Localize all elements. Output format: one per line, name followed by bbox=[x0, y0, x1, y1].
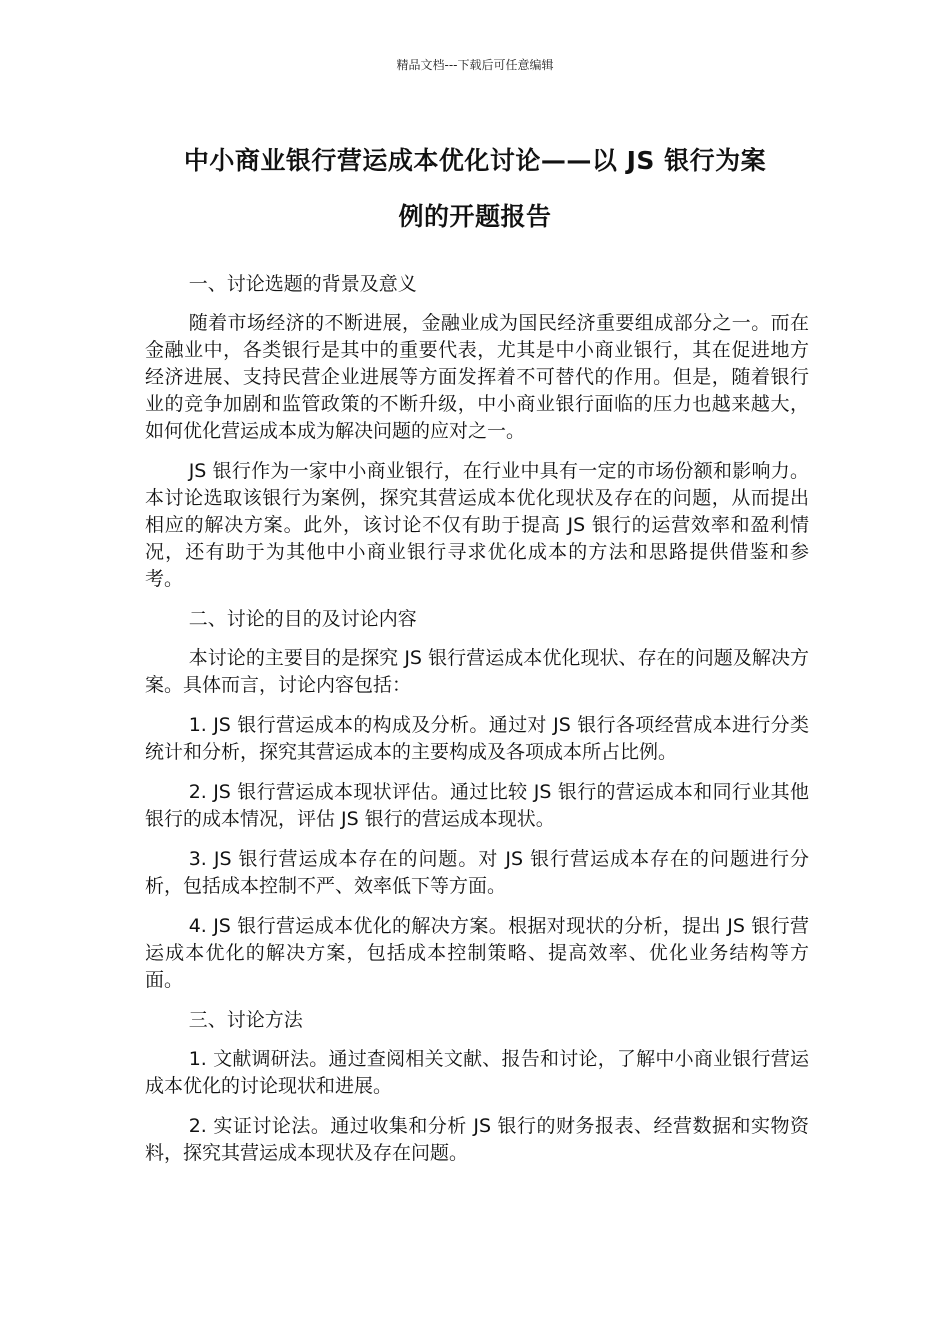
list-item-content-1: 1. JS 银行营运成本的构成及分析。通过对 JS 银行各项经营成本进行分类统计和分析，探究其营运成本的主要构成及各项成本所占比例。 bbox=[145, 714, 809, 763]
title-line-1: 中小商业银行营运成本优化讨论——以 JS 银行为案 bbox=[183, 146, 767, 175]
section-heading-purpose: 二、讨论的目的及讨论内容 bbox=[188, 608, 417, 630]
paragraph-purpose-intro: 本讨论的主要目的是探究 JS 银行营运成本优化现状、存在的问题及解决方案。具体而言，讨论内容包括： bbox=[145, 647, 809, 696]
section-heading-background: 一、讨论选题的背景及意义 bbox=[188, 273, 417, 295]
paragraph-background-2: JS 银行作为一家中小商业银行，在行业中具有一定的市场份额和影响力。本讨论选取该银行为案例，探究其营运成本优化现状及存在的问题，从而提出相应的解决方案。此外，该讨论不仅有助于提高 JS 银行的运营效率和盈利情况，还有助于为其他中小商业银行寻求优化成本的方法和思路提供借鉴和参考。 bbox=[145, 460, 809, 590]
document-body bbox=[145, 271, 809, 1180]
title-line-2: 例的开题报告 bbox=[398, 202, 552, 231]
list-item-content-4: 4. JS 银行营运成本优化的解决方案。根据对现状的分析，提出 JS 银行营运成本优化的解决方案，包括成本控制策略、提高效率、优化业务结构等方面。 bbox=[145, 915, 809, 991]
list-item-method-2: 2. 实证讨论法。通过收集和分析 JS 银行的财务报表、经营数据和实物资料，探究其营运成本现状及存在问题。 bbox=[145, 1115, 809, 1164]
list-item-content-2: 2. JS 银行营运成本现状评估。通过比较 JS 银行的营运成本和同行业其他银行的成本情况，评估 JS 银行的营运成本现状。 bbox=[145, 781, 809, 830]
header-watermark: 精品文档---下载后可任意编辑 bbox=[396, 58, 554, 72]
document-title bbox=[140, 133, 810, 245]
list-item-content-3: 3. JS 银行营运成本存在的问题。对 JS 银行营运成本存在的问题进行分析，包括成本控制不严、效率低下等方面。 bbox=[145, 848, 809, 897]
paragraph-background-1: 随着市场经济的不断进展，金融业成为国民经济重要组成部分之一。而在金融业中，各类银行是其中的重要代表，尤其是中小商业银行，其在促进地方经济进展、支持民营企业进展等方面发挥着不可替代的作用。但是，随着银行业的竞争加剧和监管政策的不断升级，中小商业银行面临的压力也越来越大，如何优化营运成本成为解决问题的应对之一。 bbox=[145, 312, 809, 442]
section-heading-methods: 三、讨论方法 bbox=[188, 1009, 303, 1031]
list-item-method-1: 1. 文献调研法。通过查阅相关文献、报告和讨论，了解中小商业银行营运成本优化的讨论现状和进展。 bbox=[145, 1048, 809, 1097]
